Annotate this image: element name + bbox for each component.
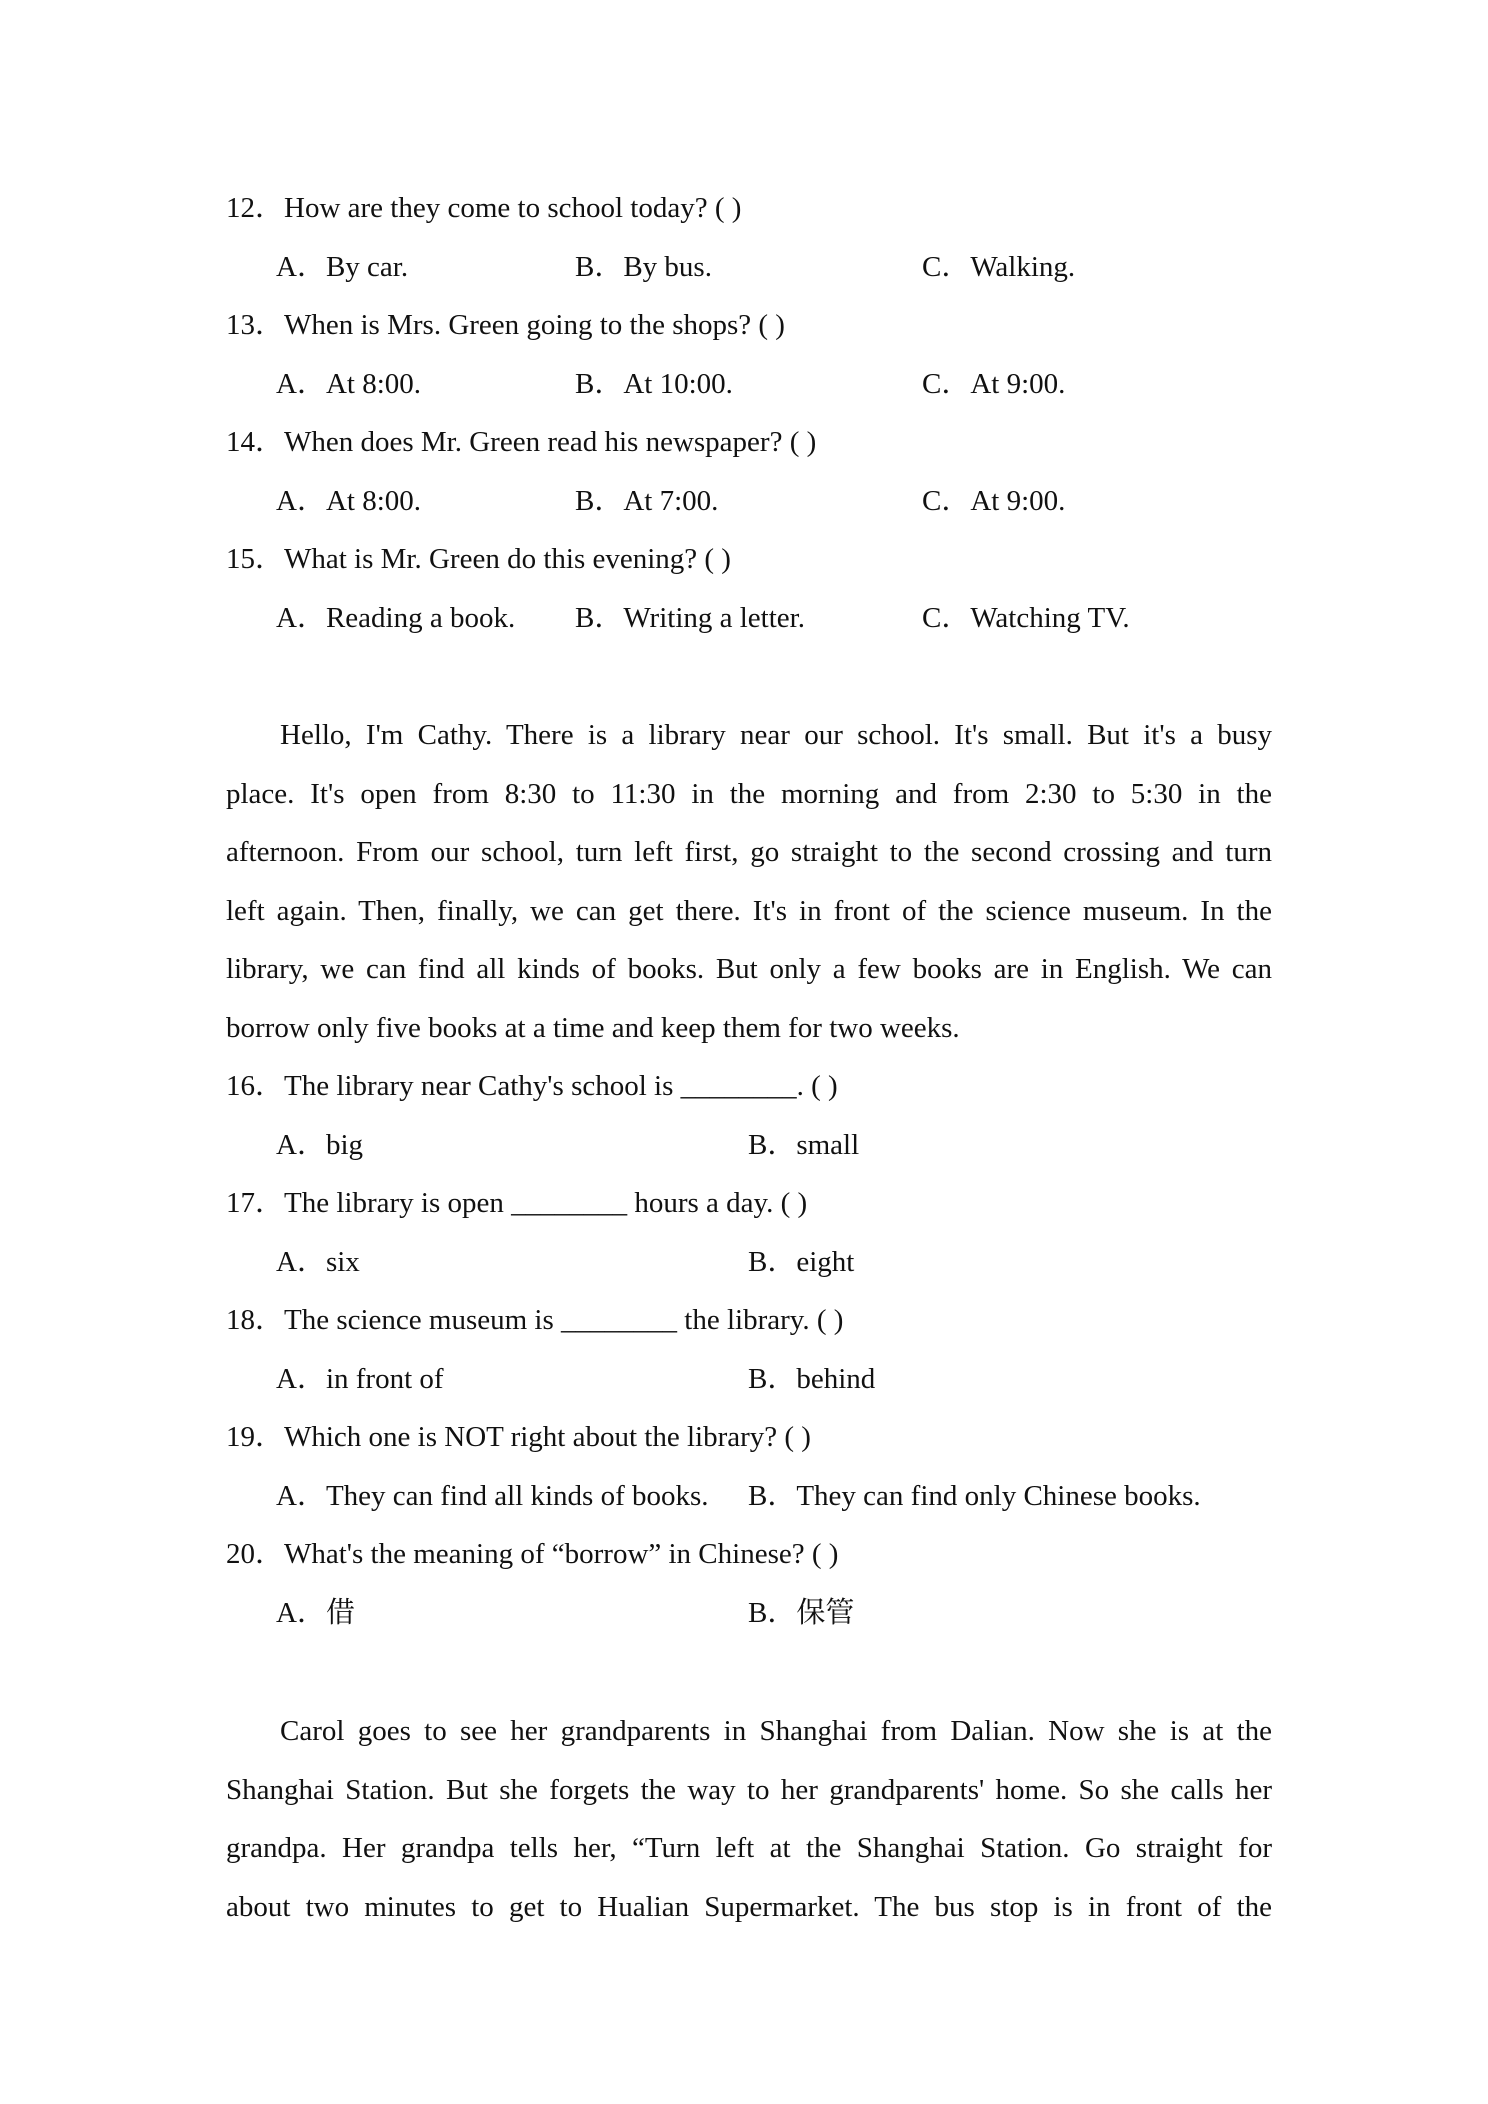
option-12-b: B．By bus. bbox=[575, 251, 712, 283]
option-15-b: B．Writing a letter. bbox=[575, 602, 805, 634]
question-19: 19．Which one is NOT right about the library? ( ) bbox=[226, 1421, 811, 1453]
option-19-a: A．They can find all kinds of books. bbox=[276, 1480, 709, 1512]
option-17-a: A．six bbox=[276, 1246, 360, 1278]
option-13-c: C．At 9:00. bbox=[922, 368, 1066, 400]
passage-line: Hello, I'm Cathy. There is a library near our school. It's small. But it's a busy bbox=[280, 719, 1272, 751]
option-20-a: A．借 bbox=[276, 1597, 355, 1629]
option-17-b: B．eight bbox=[748, 1246, 855, 1278]
question-20: 20．What's the meaning of “borrow” in Chinese? ( ) bbox=[226, 1538, 839, 1570]
question-14: 14．When does Mr. Green read his newspaper? ( ) bbox=[226, 426, 817, 458]
option-14-c: C．At 9:00. bbox=[922, 485, 1066, 517]
passage-line: about two minutes to get to Hualian Supermarket. The bus stop is in front of the bbox=[226, 1891, 1272, 1923]
option-12-a: A．By car. bbox=[276, 251, 409, 283]
option-18-a: A．in front of bbox=[276, 1363, 444, 1395]
question-16: 16．The library near Cathy's school is ________. ( ) bbox=[226, 1070, 838, 1102]
passage-line: Shanghai Station. But she forgets the way to her grandparents' home. So she calls her bbox=[226, 1774, 1272, 1806]
passage-line: left again. Then, finally, we can get there. It's in front of the science museum. In the bbox=[226, 895, 1272, 927]
option-14-a: A．At 8:00. bbox=[276, 485, 422, 517]
question-12: 12．How are they come to school today? ( ) bbox=[226, 192, 742, 224]
option-16-b: B．small bbox=[748, 1129, 860, 1161]
passage-line: grandpa. Her grandpa tells her, “Turn left at the Shanghai Station. Go straight for bbox=[226, 1832, 1272, 1864]
option-14-b: B．At 7:00. bbox=[575, 485, 719, 517]
option-18-b: B．behind bbox=[748, 1363, 876, 1395]
question-13: 13．When is Mrs. Green going to the shops? ( ) bbox=[226, 309, 785, 341]
question-17: 17．The library is open ________ hours a day. ( ) bbox=[226, 1187, 808, 1219]
option-19-b: B．They can find only Chinese books. bbox=[748, 1480, 1201, 1512]
option-12-c: C．Walking. bbox=[922, 251, 1076, 283]
option-13-b: B．At 10:00. bbox=[575, 368, 733, 400]
passage-line: place. It's open from 8:30 to 11:30 in the morning and from 2:30 to 5:30 in the bbox=[226, 778, 1272, 810]
option-16-a: A．big bbox=[276, 1129, 364, 1161]
question-15: 15．What is Mr. Green do this evening? ( ) bbox=[226, 543, 731, 575]
option-13-a: A．At 8:00. bbox=[276, 368, 422, 400]
passage-line: borrow only five books at a time and keep them for two weeks. bbox=[226, 1012, 960, 1044]
passage-line: afternoon. From our school, turn left first, go straight to the second crossing and turn bbox=[226, 836, 1272, 868]
option-20-b: B．保管 bbox=[748, 1597, 855, 1629]
option-15-c: C．Watching TV. bbox=[922, 602, 1130, 634]
passage-line: Carol goes to see her grandparents in Shanghai from Dalian. Now she is at the bbox=[280, 1715, 1272, 1747]
passage-line: library, we can find all kinds of books. But only a few books are in English. We can bbox=[226, 953, 1272, 985]
option-15-a: A．Reading a book. bbox=[276, 602, 516, 634]
question-18: 18．The science museum is ________ the library. ( ) bbox=[226, 1304, 844, 1336]
